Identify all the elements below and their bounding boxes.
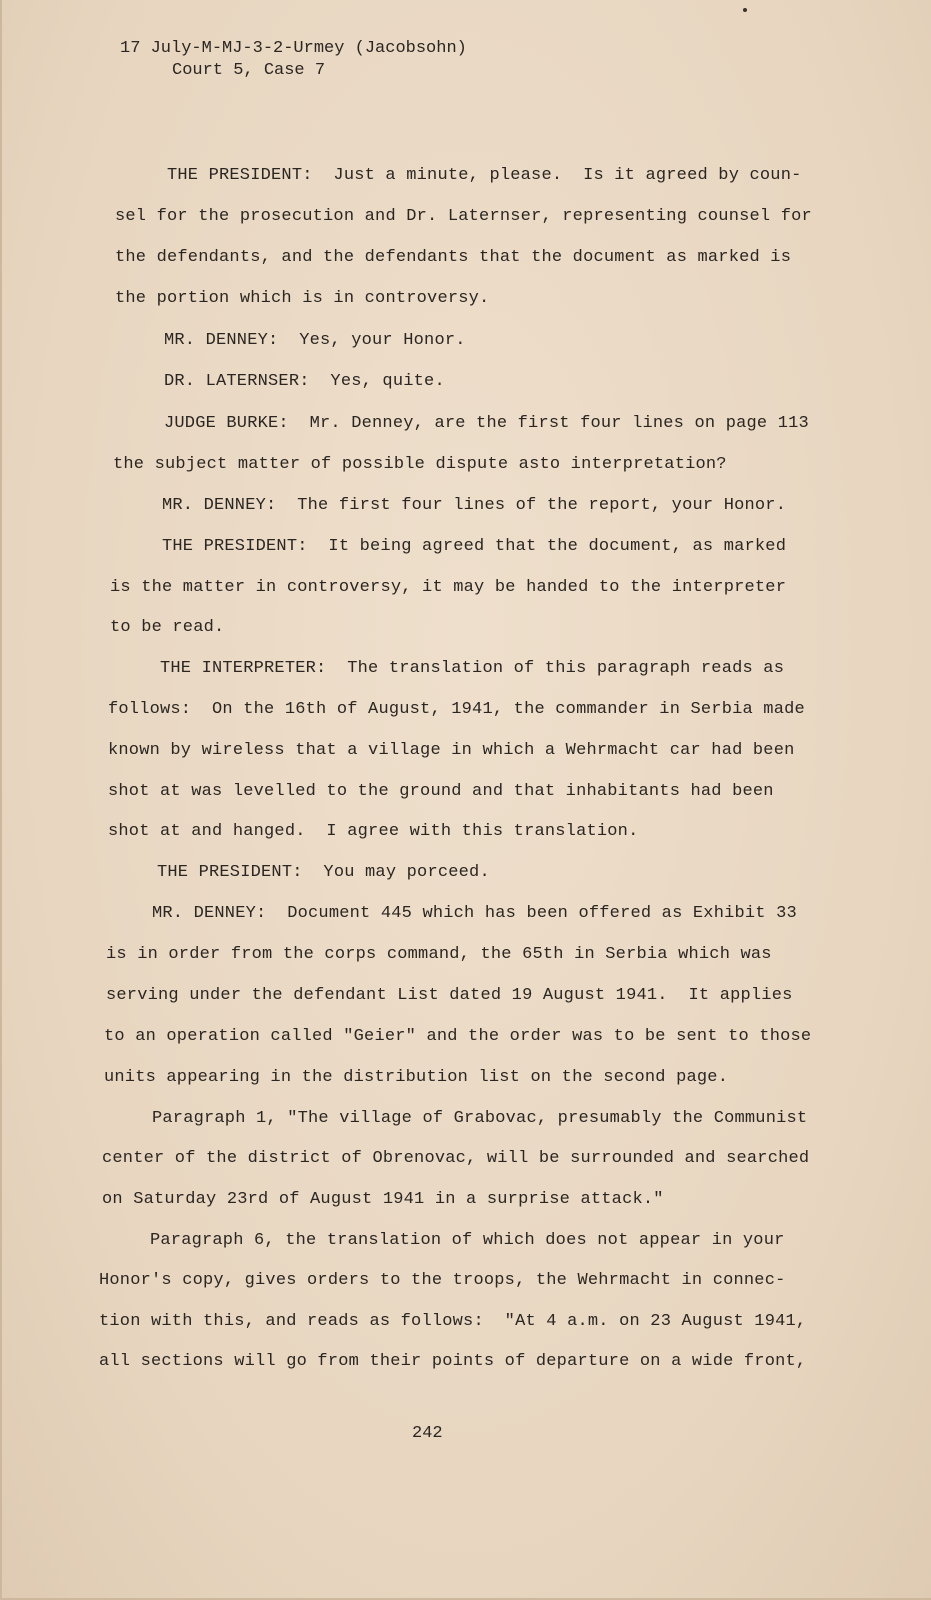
text-line: THE PRESIDENT: Just a minute, please. Is it agreed by coun- (167, 166, 802, 185)
text-line: known by wireless that a village in which a Wehrmacht car had been (108, 741, 795, 760)
text-line: Paragraph 1, "The village of Grabovac, presumably the Communist (152, 1109, 808, 1128)
header-line-2: Court 5, Case 7 (172, 61, 326, 80)
text-line: THE PRESIDENT: It being agreed that the document, as marked (162, 537, 787, 556)
text-line: follows: On the 16th of August, 1941, the commander in Serbia made (108, 700, 805, 719)
text-line: on Saturday 23rd of August 1941 in a surprise attack." (102, 1190, 664, 1209)
text-line: to be read. (110, 618, 225, 637)
text-line: MR. DENNEY: The first four lines of the report, your Honor. (162, 496, 787, 515)
page-header (120, 38, 467, 82)
text-line: THE INTERPRETER: The translation of this paragraph reads as (160, 659, 785, 678)
text-line: center of the district of Obrenovac, will be surrounded and searched (102, 1149, 810, 1168)
text-line: MR. DENNEY: Yes, your Honor. (164, 331, 466, 350)
ink-speck (743, 8, 747, 12)
text-line: the defendants, and the defendants that the document as marked is (115, 248, 792, 267)
page-number: 242 (412, 1424, 443, 1443)
text-line: JUDGE BURKE: Mr. Denney, are the first four lines on page 113 (164, 414, 809, 433)
text-line: the portion which is in controversy. (115, 289, 490, 308)
text-line: DR. LATERNSER: Yes, quite. (164, 372, 445, 391)
text-line: sel for the prosecution and Dr. Laternser, representing counsel for (115, 207, 812, 226)
text-line: is the matter in controversy, it may be handed to the interpreter (110, 578, 787, 597)
text-line: is in order from the corps command, the 65th in Serbia which was (106, 945, 772, 964)
text-line: units appearing in the distribution list on the second page. (104, 1068, 729, 1087)
text-line: shot at and hanged. I agree with this translation. (108, 822, 639, 841)
text-line: the subject matter of possible dispute asto interpretation? (113, 455, 727, 474)
text-line: serving under the defendant List dated 19 August 1941. It applies (106, 986, 793, 1005)
text-line: to an operation called "Geier" and the order was to be sent to those (104, 1027, 812, 1046)
text-line: Honor's copy, gives orders to the troops, the Wehrmacht in connec- (99, 1271, 786, 1290)
header-line-1: 17 July-M-MJ-3-2-Urmey (Jacobsohn) (120, 39, 467, 58)
text-line: tion with this, and reads as follows: "At 4 a.m. on 23 August 1941, (99, 1312, 807, 1331)
text-line: shot at was levelled to the ground and that inhabitants had been (108, 782, 774, 801)
text-line: MR. DENNEY: Document 445 which has been offered as Exhibit 33 (152, 904, 797, 923)
text-line: THE PRESIDENT: You may porceed. (157, 863, 490, 882)
text-line: Paragraph 6, the translation of which does not appear in your (150, 1231, 785, 1250)
text-line: all sections will go from their points of departure on a wide front, (99, 1352, 807, 1371)
